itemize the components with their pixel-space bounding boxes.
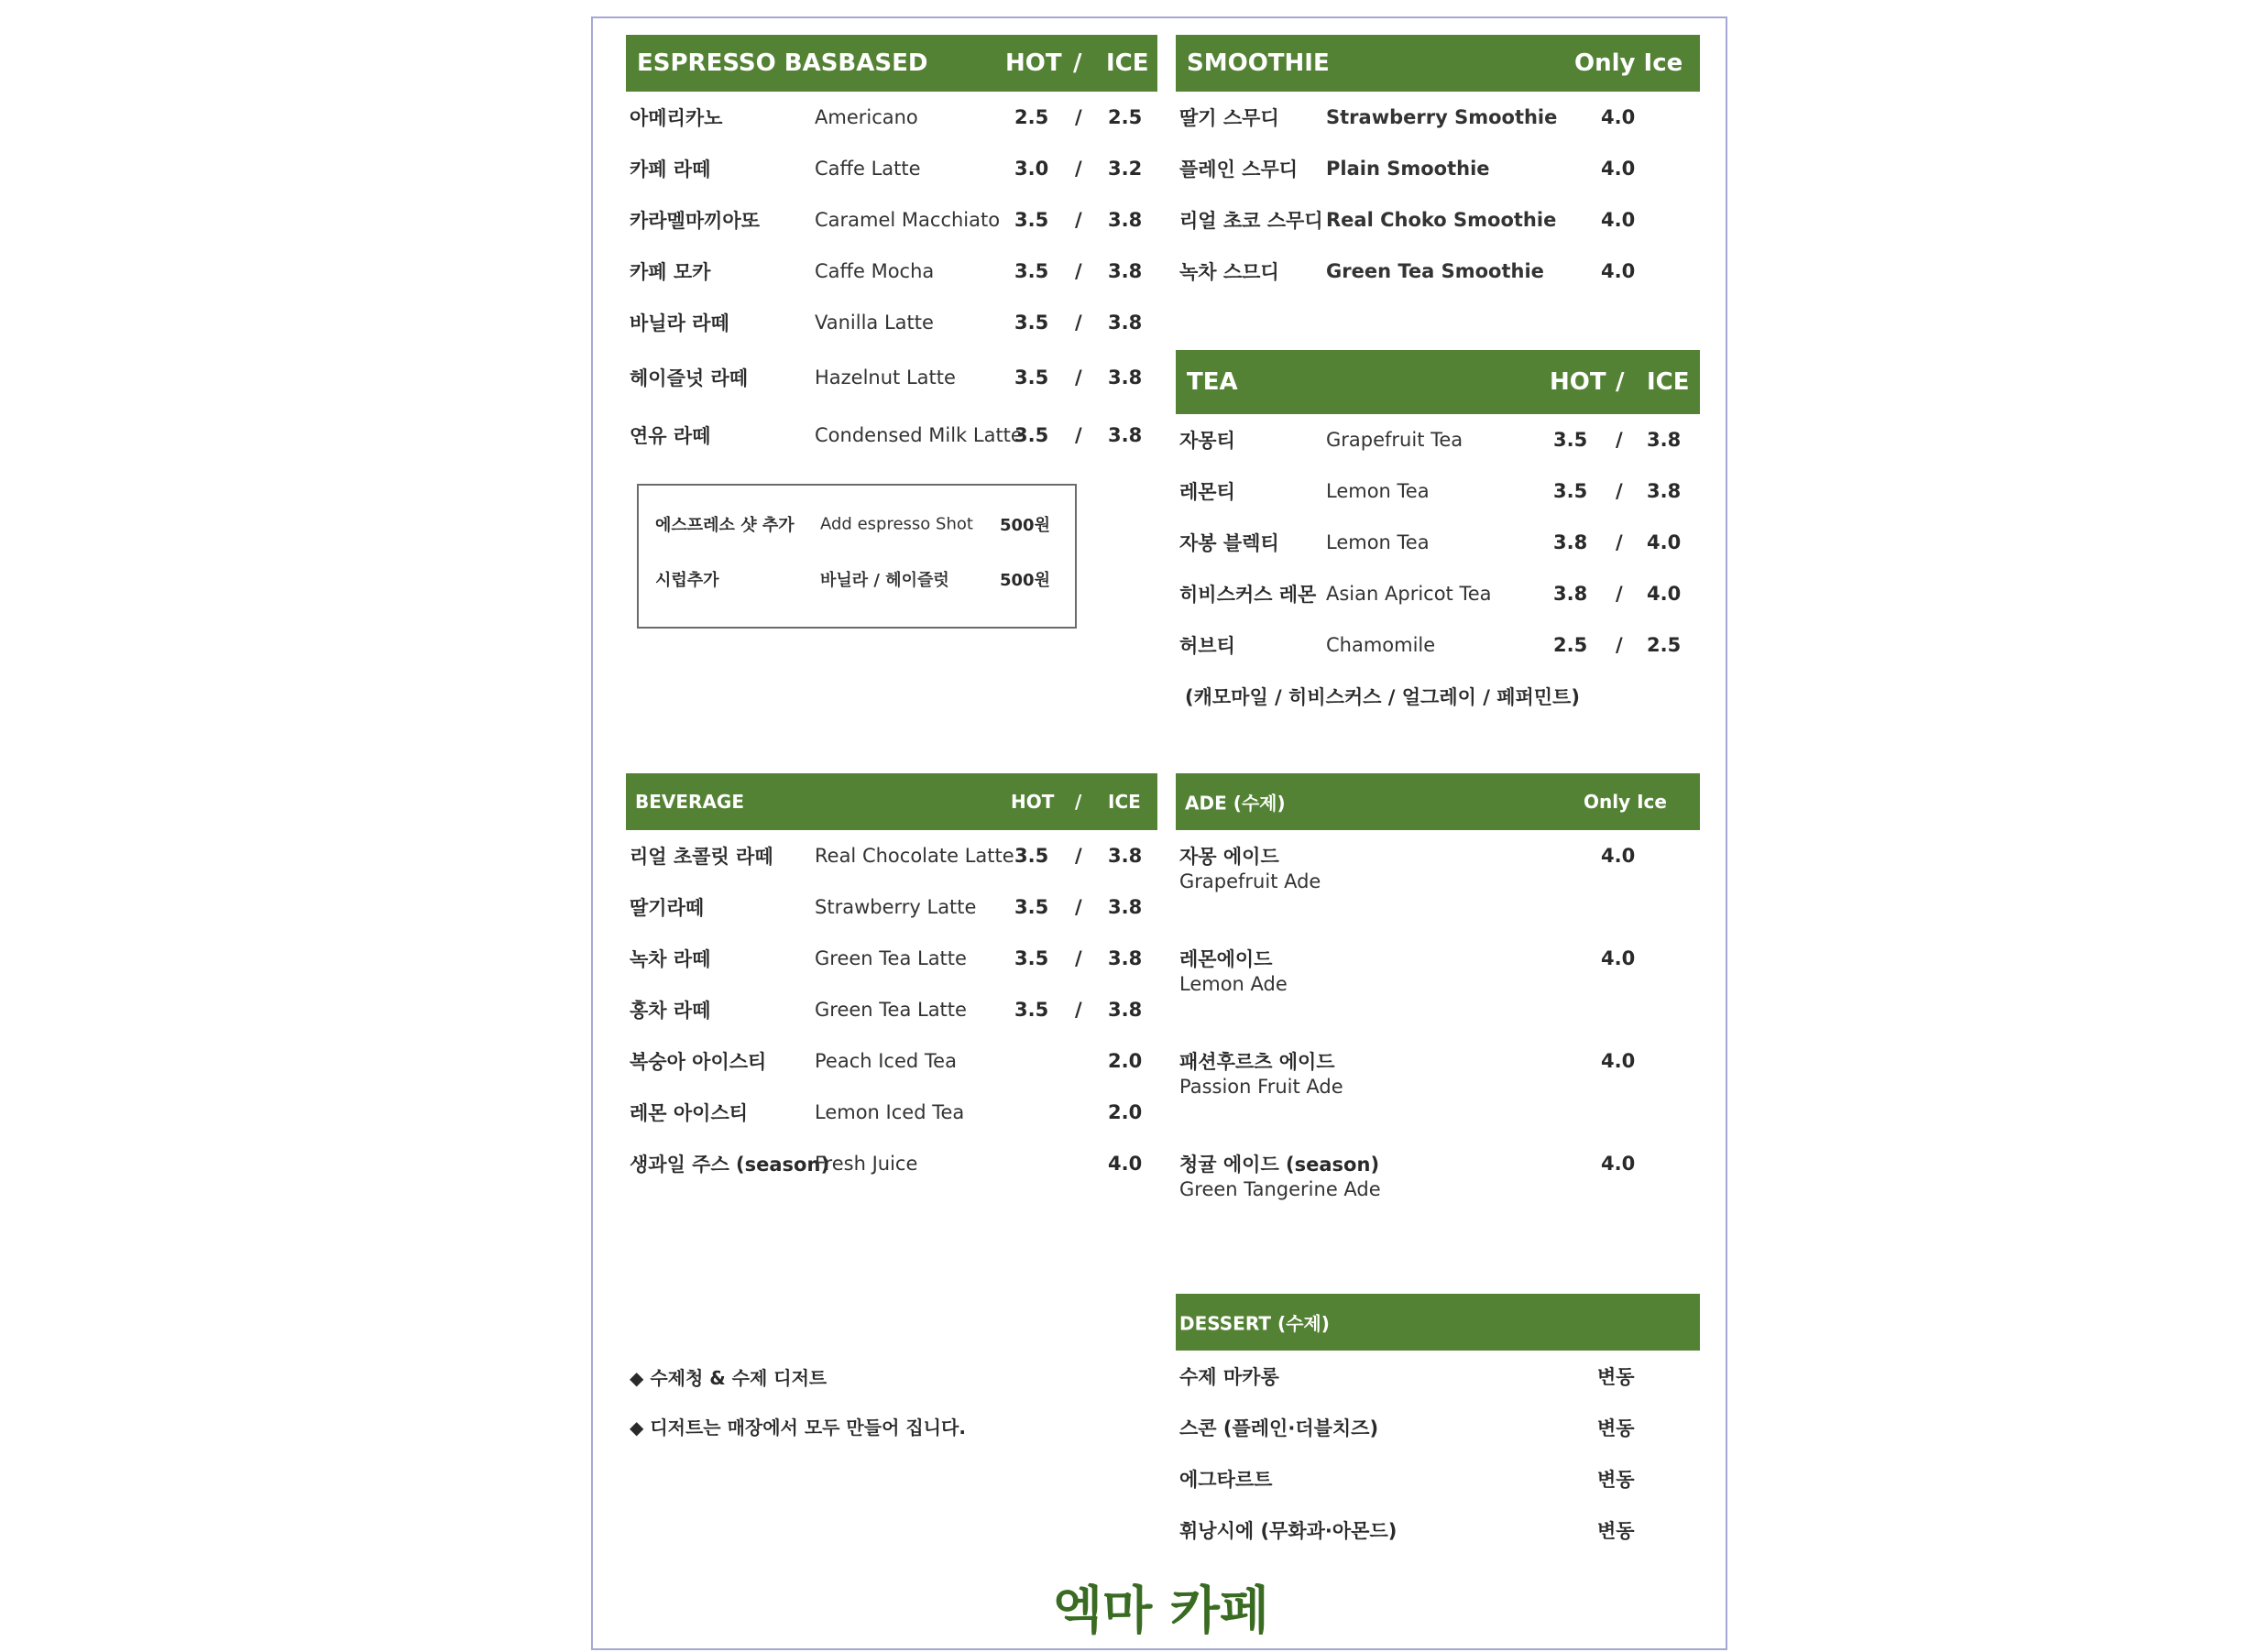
menu-page bbox=[591, 16, 1727, 1650]
menu-row bbox=[1176, 1351, 1700, 1402]
menu-row bbox=[626, 194, 1157, 246]
tea-list bbox=[1176, 414, 1700, 671]
price: 4.0 bbox=[1601, 947, 1636, 969]
price-hot: 3.5 bbox=[1014, 423, 1049, 446]
price-ice: 4.0 bbox=[1108, 1153, 1143, 1175]
item-name-en: Hazelnut Latte bbox=[815, 366, 956, 388]
item-name-en: Strawberry Latte bbox=[815, 896, 977, 918]
price: 4.0 bbox=[1601, 209, 1636, 231]
item-name-en: Plain Smoothie bbox=[1326, 158, 1490, 180]
item-name-ko: 수제 마카롱 bbox=[1179, 1366, 1279, 1388]
price-hot: 3.5 bbox=[1014, 209, 1049, 231]
item-name-ko: 연유 라떼 bbox=[630, 424, 711, 447]
price: 변동 bbox=[1597, 1366, 1635, 1388]
item-name-en: Caffe Mocha bbox=[815, 260, 935, 282]
espresso-title: ESPRESSO BASBASED bbox=[637, 49, 928, 77]
smoothie-section bbox=[1176, 35, 1700, 297]
item-name-en: Green Tea Smoothie bbox=[1326, 260, 1544, 282]
item-name-en: Green Tea Latte bbox=[815, 947, 967, 969]
item-name-en: Fresh Juice bbox=[815, 1153, 918, 1175]
ade-item bbox=[1176, 1138, 1700, 1241]
price-slash: / bbox=[1075, 947, 1082, 969]
slash-label: / bbox=[1073, 49, 1082, 77]
item-name-ko: 카페 모카 bbox=[630, 261, 711, 283]
price-hot: 3.5 bbox=[1014, 366, 1049, 388]
smoothie-header bbox=[1176, 35, 1700, 92]
item-name-ko: 바닐라 라떼 bbox=[630, 312, 729, 334]
price-hot: 3.5 bbox=[1014, 999, 1049, 1021]
menu-row bbox=[1176, 1504, 1700, 1556]
price-ice: 3.8 bbox=[1647, 480, 1682, 502]
ade-title: ADE (수제) bbox=[1185, 792, 1286, 815]
menu-row bbox=[1176, 568, 1700, 619]
dessert-header bbox=[1176, 1294, 1700, 1351]
price-hot: 3.0 bbox=[1014, 158, 1049, 180]
price-slash: / bbox=[1075, 106, 1082, 128]
slash-label: / bbox=[1075, 791, 1082, 813]
price-slash: / bbox=[1075, 999, 1082, 1021]
hot-label: HOT bbox=[1011, 791, 1055, 813]
ade-en-row bbox=[1176, 869, 1700, 894]
menu-row bbox=[1176, 143, 1700, 194]
price-ice: 3.8 bbox=[1647, 429, 1682, 451]
item-name-ko: 플레인 스무디 bbox=[1179, 159, 1299, 181]
smoothie-title: SMOOTHIE bbox=[1187, 49, 1330, 77]
ade-en-row bbox=[1176, 1176, 1700, 1202]
menu-row bbox=[1176, 194, 1700, 246]
item-name-en: Asian Apricot Tea bbox=[1326, 583, 1492, 605]
price-hot: 3.5 bbox=[1014, 947, 1049, 969]
ade-list bbox=[1176, 830, 1700, 1241]
menu-row bbox=[626, 143, 1157, 194]
item-name-en: Strawberry Smoothie bbox=[1326, 106, 1558, 128]
price-hot: 3.5 bbox=[1014, 896, 1049, 918]
price-ice: 3.8 bbox=[1108, 312, 1143, 334]
menu-row bbox=[626, 984, 1157, 1035]
note-line: ◆ 디저트는 매장에서 모두 만들어 집니다. bbox=[630, 1417, 966, 1439]
ice-label: ICE bbox=[1106, 49, 1149, 77]
ade-item bbox=[1176, 830, 1700, 933]
menu-row bbox=[626, 933, 1157, 984]
price-ice: 2.5 bbox=[1108, 106, 1143, 128]
dessert-section bbox=[1176, 1294, 1700, 1556]
price-slash: / bbox=[1616, 583, 1623, 605]
hot-label: HOT bbox=[1005, 49, 1062, 77]
item-name-ko: 녹차 스므디 bbox=[1179, 261, 1279, 283]
price-hot: 3.8 bbox=[1553, 531, 1588, 553]
price-hot: 3.8 bbox=[1553, 583, 1588, 605]
menu-row bbox=[1176, 92, 1700, 143]
item-name-en: Green Tangerine Ade bbox=[1179, 1178, 1381, 1200]
item-name-ko: 아메리카노 bbox=[630, 107, 723, 129]
price-slash: / bbox=[1616, 531, 1623, 553]
addon-price: 500원 bbox=[1000, 571, 1050, 590]
price: 변동 bbox=[1597, 1469, 1635, 1491]
item-name-ko: 휘낭시에 (무화과·아몬드) bbox=[1179, 1520, 1398, 1542]
price-ice: 3.8 bbox=[1108, 845, 1143, 867]
hot-label: HOT bbox=[1550, 368, 1606, 396]
beverage-title: BEVERAGE bbox=[635, 791, 745, 813]
price: 4.0 bbox=[1601, 845, 1636, 867]
price-ice: 3.8 bbox=[1108, 896, 1143, 918]
menu-row bbox=[626, 406, 1157, 464]
item-name-ko: 자봉 블렉티 bbox=[1179, 532, 1279, 554]
tea-note bbox=[1176, 671, 1700, 722]
addon-price: 500원 bbox=[1000, 516, 1050, 535]
price-slash: / bbox=[1616, 480, 1623, 502]
addon-name-en: 바닐라 / 헤이즐럿 bbox=[820, 571, 949, 590]
item-name-ko: 생과일 주스 (season) bbox=[630, 1154, 830, 1176]
price-slash: / bbox=[1075, 209, 1082, 231]
beverage-list bbox=[626, 830, 1157, 1189]
price-slash: / bbox=[1075, 896, 1082, 918]
menu-row bbox=[1176, 465, 1700, 517]
ice-label: ICE bbox=[1108, 791, 1141, 813]
menu-row bbox=[626, 1035, 1157, 1087]
menu-row bbox=[626, 881, 1157, 933]
item-name-en: Vanilla Latte bbox=[815, 312, 934, 334]
price-ice: 3.8 bbox=[1108, 366, 1143, 388]
price-ice: 3.2 bbox=[1108, 158, 1143, 180]
price-hot: 2.5 bbox=[1014, 106, 1049, 128]
item-name-ko: 딸기 스무디 bbox=[1179, 107, 1279, 129]
price-ice: 3.8 bbox=[1108, 423, 1143, 446]
item-name-ko: 레몬티 bbox=[1179, 481, 1235, 503]
item-name-en: Real Choko Smoothie bbox=[1326, 209, 1557, 231]
menu-row bbox=[1176, 414, 1700, 465]
price-ice: 3.8 bbox=[1108, 999, 1143, 1021]
price-hot: 3.5 bbox=[1014, 312, 1049, 334]
item-name-ko: 자몽티 bbox=[1179, 430, 1235, 452]
tea-section bbox=[1176, 350, 1700, 722]
dessert-title: DESSERT (수제) bbox=[1179, 1312, 1330, 1335]
item-name-en: Americano bbox=[815, 106, 918, 128]
price-ice: 2.5 bbox=[1647, 634, 1682, 656]
item-name-ko: 복숭아 아이스티 bbox=[630, 1051, 767, 1073]
menu-row bbox=[1176, 517, 1700, 568]
ice-label: ICE bbox=[1647, 368, 1690, 396]
item-name-ko: 레몬에이드 bbox=[1179, 948, 1273, 970]
item-name-en: Condensed Milk Latte bbox=[815, 423, 1023, 446]
ade-item bbox=[1176, 1035, 1700, 1138]
note-line: ◆ 수제청 & 수제 디저트 bbox=[630, 1367, 828, 1389]
smoothie-note: Only Ice bbox=[1574, 49, 1683, 77]
price-hot: 3.5 bbox=[1553, 480, 1588, 502]
price-hot: 3.5 bbox=[1014, 845, 1049, 867]
item-name-ko: 레몬 아이스티 bbox=[630, 1102, 749, 1124]
item-name-ko: 자몽 에이드 bbox=[1179, 846, 1279, 868]
menu-row bbox=[626, 1138, 1157, 1189]
menu-row bbox=[626, 348, 1157, 406]
price-slash: / bbox=[1075, 845, 1082, 867]
espresso-section bbox=[626, 35, 1157, 464]
addon-box bbox=[637, 484, 1077, 629]
espresso-header bbox=[626, 35, 1157, 92]
addon-list bbox=[639, 486, 1075, 607]
addon-row bbox=[639, 552, 1075, 607]
addon-name-ko: 에스프레소 샷 추가 bbox=[655, 516, 795, 535]
item-name-ko: 리얼 초코 스무디 bbox=[1179, 210, 1323, 232]
menu-row bbox=[1176, 1453, 1700, 1504]
item-name-ko: 청귤 에이드 (season) bbox=[1179, 1154, 1380, 1176]
beverage-section bbox=[626, 773, 1157, 1189]
addon-name-en: Add espresso Shot bbox=[820, 514, 973, 534]
addon-row bbox=[639, 497, 1075, 552]
item-name-en: Grapefruit Ade bbox=[1179, 870, 1321, 892]
slash-label: / bbox=[1616, 368, 1625, 396]
menu-row bbox=[626, 92, 1157, 143]
cafe-name: 엑마 카페 bbox=[1053, 1581, 1269, 1641]
item-name-ko: 스콘 (플레인·더블치즈) bbox=[1179, 1417, 1379, 1439]
item-name-ko: 카페 라떼 bbox=[630, 159, 711, 181]
item-name-en: Lemon Iced Tea bbox=[815, 1101, 965, 1123]
price-hot: 3.5 bbox=[1014, 260, 1049, 282]
ade-en-row bbox=[1176, 1074, 1700, 1100]
price-ice: 4.0 bbox=[1647, 531, 1682, 553]
menu-row bbox=[1176, 619, 1700, 671]
item-name-en: Caffe Latte bbox=[815, 158, 921, 180]
price-ice: 3.8 bbox=[1108, 260, 1143, 282]
menu-row bbox=[626, 297, 1157, 348]
item-name-ko: 허브티 bbox=[1179, 635, 1235, 657]
item-name-en: Green Tea Latte bbox=[815, 999, 967, 1021]
tea-title: TEA bbox=[1187, 368, 1238, 396]
item-name-ko: 히비스커스 레몬 bbox=[1179, 584, 1317, 606]
item-name-ko: 딸기라떼 bbox=[630, 897, 705, 919]
smoothie-list bbox=[1176, 92, 1700, 297]
price-ice: 4.0 bbox=[1647, 583, 1682, 605]
item-name-ko: 헤이즐넛 라떼 bbox=[630, 367, 749, 389]
tea-note-text: (캐모마일 / 히비스커스 / 얼그레이 / 페퍼민트) bbox=[1185, 686, 1580, 708]
price: 변동 bbox=[1597, 1520, 1635, 1542]
item-name-en: Lemon Tea bbox=[1326, 531, 1430, 553]
item-name-en: Peach Iced Tea bbox=[815, 1050, 957, 1072]
item-name-ko: 패션후르츠 에이드 bbox=[1179, 1051, 1335, 1073]
menu-row bbox=[626, 1087, 1157, 1138]
price: 4.0 bbox=[1601, 158, 1636, 180]
item-name-en: Lemon Ade bbox=[1179, 973, 1288, 995]
tea-header bbox=[1176, 350, 1700, 414]
ade-note: Only Ice bbox=[1584, 791, 1667, 813]
item-name-en: Lemon Tea bbox=[1326, 480, 1430, 502]
price: 변동 bbox=[1597, 1417, 1635, 1439]
item-name-en: Passion Fruit Ade bbox=[1179, 1076, 1343, 1098]
price-ice: 2.0 bbox=[1108, 1050, 1143, 1072]
item-name-en: Caramel Macchiato bbox=[815, 209, 1001, 231]
menu-row bbox=[1176, 1402, 1700, 1453]
item-name-ko: 홍차 라떼 bbox=[630, 1000, 711, 1022]
espresso-list bbox=[626, 92, 1157, 464]
price-slash: / bbox=[1616, 429, 1623, 451]
ade-item bbox=[1176, 933, 1700, 1035]
price-slash: / bbox=[1075, 260, 1082, 282]
price-ice: 2.0 bbox=[1108, 1101, 1143, 1123]
menu-row bbox=[1176, 246, 1700, 297]
price-hot: 2.5 bbox=[1553, 634, 1588, 656]
item-name-en: Real Chocolate Latte bbox=[815, 845, 1014, 867]
item-name-ko: 카라멜마끼아또 bbox=[630, 210, 761, 232]
price-slash: / bbox=[1616, 634, 1623, 656]
price-hot: 3.5 bbox=[1553, 429, 1588, 451]
price: 4.0 bbox=[1601, 260, 1636, 282]
price-slash: / bbox=[1075, 423, 1082, 446]
addon-name-ko: 시럽추가 bbox=[655, 571, 719, 590]
item-name-ko: 리얼 초콜릿 라떼 bbox=[630, 846, 773, 868]
menu-row bbox=[626, 246, 1157, 297]
item-name-en: Grapefruit Tea bbox=[1326, 429, 1463, 451]
ade-header bbox=[1176, 773, 1700, 830]
dessert-list bbox=[1176, 1351, 1700, 1556]
price-slash: / bbox=[1075, 366, 1082, 388]
price: 4.0 bbox=[1601, 1153, 1636, 1175]
price-ice: 3.8 bbox=[1108, 947, 1143, 969]
menu-row bbox=[626, 830, 1157, 881]
ade-en-row bbox=[1176, 971, 1700, 997]
item-name-en: Chamomile bbox=[1326, 634, 1436, 656]
item-name-ko: 녹차 라떼 bbox=[630, 948, 711, 970]
item-name-ko: 에그타르트 bbox=[1179, 1469, 1273, 1491]
beverage-header bbox=[626, 773, 1157, 830]
price-ice: 3.8 bbox=[1108, 209, 1143, 231]
price-slash: / bbox=[1075, 312, 1082, 334]
price: 4.0 bbox=[1601, 1050, 1636, 1072]
price: 4.0 bbox=[1601, 106, 1636, 128]
ade-section bbox=[1176, 773, 1700, 1241]
price-slash: / bbox=[1075, 158, 1082, 180]
